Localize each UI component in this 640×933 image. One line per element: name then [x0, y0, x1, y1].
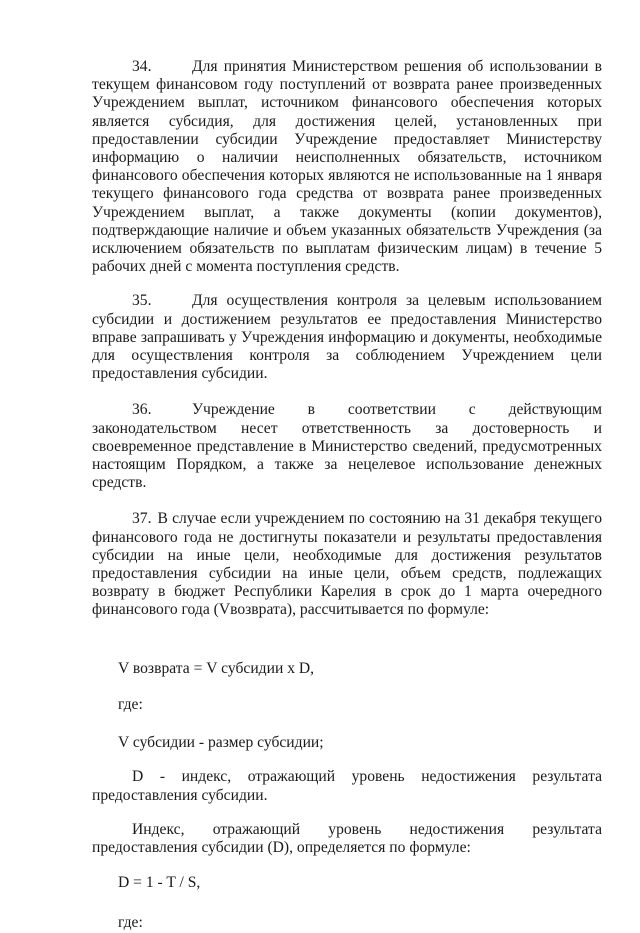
formula-index-d: D = 1 - T / S, — [118, 874, 201, 892]
paragraph-number: 36. — [132, 401, 152, 419]
where-label: где: — [118, 695, 143, 713]
paragraph-number: 37. — [132, 510, 152, 528]
definition-d-index: D - индекс, отражающий уровень недостижения результата предоставления субсидии. — [92, 768, 602, 804]
paragraph-text: В случае если учреждением по состоянию на 31 декабря текущего финансового года не достигнуты показатели и результаты предоставления субсидии на иные цели, необходимые для достижения результатов предоставления субсидии на иные цели, объем средств, подлежащих возврату в бюджет Республики Карелия в срок до 1 марта очередного финансового года (Vвозврата), рассчитывается по формуле: — [92, 510, 602, 619]
paragraph-number: 35. — [132, 292, 152, 310]
definition-v-subsidy: V субсидии - размер субсидии; — [118, 734, 324, 752]
paragraph-number: 34. — [132, 58, 152, 75]
paragraph-text: Для принятия Министерством решения об использовании в текущем финансовом году поступлений от возврата ранее произведенных Учреждением выплат, источником финансового обеспечения которых является субсидия, для достижения целей, установленных при предоставлении субсидии Учреждение предоставляет Министерству информацию о наличии неисполненных обязательств, источником финансового обеспечения которых являются не использованные на 1 января текущего финансового года средства от возврата ранее произведенных Учреждением выплат, а также документы (копии документов), подтверждающие наличие и объем указанных обязательств Учреждения (за исключением обязательств по выплатам физическим лицам) в течение 5 рабочих дней с момента поступления средств. — [92, 58, 602, 276]
paragraph-text: Учреждение в соответствии с действующим законодательством несет ответственность за достоверность и своевременное представление в Министерство сведений, предусмотренных настоящим Порядком, а также за нецелевое использование денежных средств. — [92, 401, 602, 492]
index-intro-paragraph: Индекс, отражающий уровень недостижения результата предоставления субсидии (D), определяется по формуле: — [92, 820, 602, 856]
paragraph-34 — [92, 58, 602, 276]
formula-return-volume: V возврата = V субсидии x D, — [118, 659, 315, 677]
paragraph-37 — [92, 510, 602, 619]
paragraph-35 — [92, 292, 602, 383]
paragraph-36 — [92, 401, 602, 492]
where-label-2: где: — [118, 914, 143, 932]
paragraph-text: Для осуществления контроля за целевым использованием субсидии и достижением результатов ее предоставления Министерство вправе запрашивать у Учреждения информацию и документы, необходимые для осуществления контроля за соблюдением Учреждением цели предоставления субсидии. — [92, 292, 602, 383]
